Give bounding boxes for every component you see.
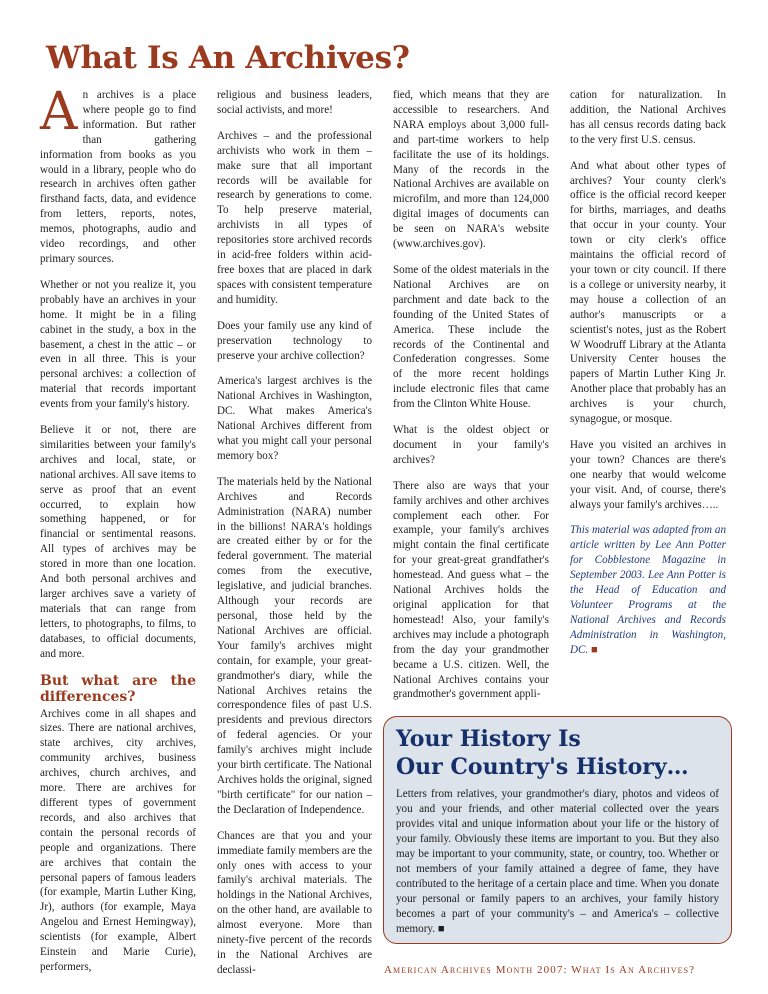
paragraph: cation for naturalization. In addition, the National Archives has all census records dating back to the very first U.S. census. (570, 89, 726, 146)
paragraph: religious and business leaders, social activists, and more! (217, 89, 372, 116)
drop-cap: A (40, 82, 78, 142)
callout-title (396, 725, 719, 781)
paragraph: The materials held by the National Archives and Records Administration (NARA) number in the billions! NARA's holdings are created either by or for the federal government. The material comes from the executive, legislative, and judicial branches. Although your records are personal, those held by the National Archives are official. Your family's archives might contain, for example, your great-grandmother's diary, while the National Archives retains the correspondence files of past U.S. presidents and previous directors of federal agencies. Or your family's archives might include your birth certificate. The National Archives holds the original, signed "birth certificate" for our nation – the Declaration of Independence. (217, 475, 372, 816)
article-column-1 (40, 82, 196, 986)
paragraph: Chances are that you and your immediate family members are the only ones with access to your family's archival materials. The holdings in the National Archives, on the other hand, are available to almost everyone. More than ninety-five percent of the records in the National Archives are declassi- (217, 829, 372, 976)
paragraph: fied, which means that they are accessible to researchers. And NARA employs about 3,000 full- and part-time workers to help facilitate the use of its holdings. Many of the records in the National Archives are available on microfilm, and more than 124,000 digital images of documents can be seen on NARA's website (www.archives.gov). (393, 89, 549, 251)
paragraph: And what about other types of archives? Your county clerk's office is the official record keeper for births, marriages, and deaths that occur in your county. Your town or city clerk's office maintains the official record of your town or city council. If there is a college or university nearby, it may house a collection of an author's manuscripts or a scientist's notes, just as the Robert W Woodruff Library at the Atlanta University Center houses the papers of Martin Luther King Jr. Another place that probably has an archives is your church, synagogue, or mosque. (570, 159, 726, 426)
page-footer: American Archives Month 2007: What Is An Archives? (384, 964, 696, 976)
source-note (570, 523, 726, 657)
paragraph: Some of the oldest materials in the National Archives are on parchment and date back to the founding of the United States of America. These include the records of the Continental and Confederation congresses. Some of the more recent holdings include electronic files that came from the Clinton White House. (393, 263, 549, 411)
paragraph: Believe it or not, there are similarities between your family's archives and local, state, or national archives. All save items to serve as proof that an event occurred, to explain how something happened, or for financial or sentimental reasons. All types of archives may be stored in more than one location. And both personal archives and larger archives save a variety of materials that can range from letters, to photographs, to films, to databases, to official documents, and more. (40, 424, 196, 660)
callout-text (396, 787, 719, 937)
page-title: What Is An Archives? (46, 40, 410, 76)
callout-title-line-1: Your History Is (396, 726, 581, 752)
paragraph: There also are ways that your family archives and other archives complement each other. For example, your family's archives might contain the final certificate for your great-great grandfather's homestead. And guess what – the National Archives holds the original application for that homestead! Also, your family's archives may include a photograph from the day your grandmother became a U.S. citizen. Well, the National Archives contains your grandmother's government appli- (393, 479, 549, 701)
paragraph: What is the oldest object or document in your family's archives? (393, 424, 549, 466)
sidebar-callout-box (383, 716, 732, 944)
intro-paragraph (40, 82, 196, 267)
paragraph: Archives – and the professional archivists who work in them – make sure that all important records will be available for research by generations to come. To help preserve material, archivists in all types of repositories store archived records in acid-free folders within acid-free boxes that are placed in dark spaces with consistent temperature and humidity. (217, 129, 372, 306)
paragraph: America's largest archives is the National Archives in Washington, DC. What makes America's National Archives different from what you might call your personal memory box? (217, 375, 372, 462)
paragraph: Have you visited an archives in your town? Chances are there's one nearby that would welcome your visit. And, of course, there's always your family's archives….. (570, 438, 726, 511)
article-column-4 (570, 88, 726, 669)
article-column-2 (217, 88, 372, 989)
end-mark-icon: ■ (590, 643, 598, 656)
callout-title-line-2: Our Country's History… (396, 754, 689, 780)
end-mark-icon: ■ (437, 923, 445, 935)
paragraph: Does your family use any kind of preservation technology to preserve your archive collection? (217, 319, 372, 362)
source-note-text: This material was adapted from an article written by Lee Ann Potter for Cobblestone Magazine in September 2003. Lee Ann Potter is the Head of Education and Volunteer Programs at the National Archives and Records Administration in Washington, DC. (570, 524, 726, 656)
paragraph: Archives come in all shapes and sizes. There are national archives, state archives, city archives, community archives, business archives, church archives, and more. There are archives for different types of government records, and also archives that contain the personal records of people and organizations. There are archives that contain the personal papers of famous leaders (for example, Martin Luther King, Jr), authors (for example, Maya Angelou and Ernest Hemingway), scientists (for example, Albert Einstein and Marie Curie), performers, (40, 707, 196, 973)
callout-body: Letters from relatives, your grandmother's diary, photos and videos of you and your friends, and other material collected over the years provides vital and unique information about your life or the history of your family. Obviously these items are important to you. But they also may be important to your community, state, or country, too. Whether or not members of your family attained a degree of fame, they have contributed to the heritage of a certain place and time. When you donate your personal or family papers to an archives, your family history becomes a part of your community's – and America's – collective memory. (396, 788, 719, 935)
paragraph: Whether or not you realize it, you probably have an archives in your home. It might be in a filing cabinet in the study, a box in the basement, a chest in the attic – or even in all three. This is your personal archives: a collection of material that records important events from your family's history. (40, 278, 196, 411)
intro-text: n archives is a place where people go to find information. But rather than gathering information from books as you would in a library, people who do research in archives often gather firsthand facts, data, and evidence from letters, reports, notes, memos, photographs, audio and video recordings, and other primary sources. (40, 89, 196, 265)
section-heading: But what are the differences? (40, 672, 196, 705)
article-column-3 (393, 88, 549, 713)
